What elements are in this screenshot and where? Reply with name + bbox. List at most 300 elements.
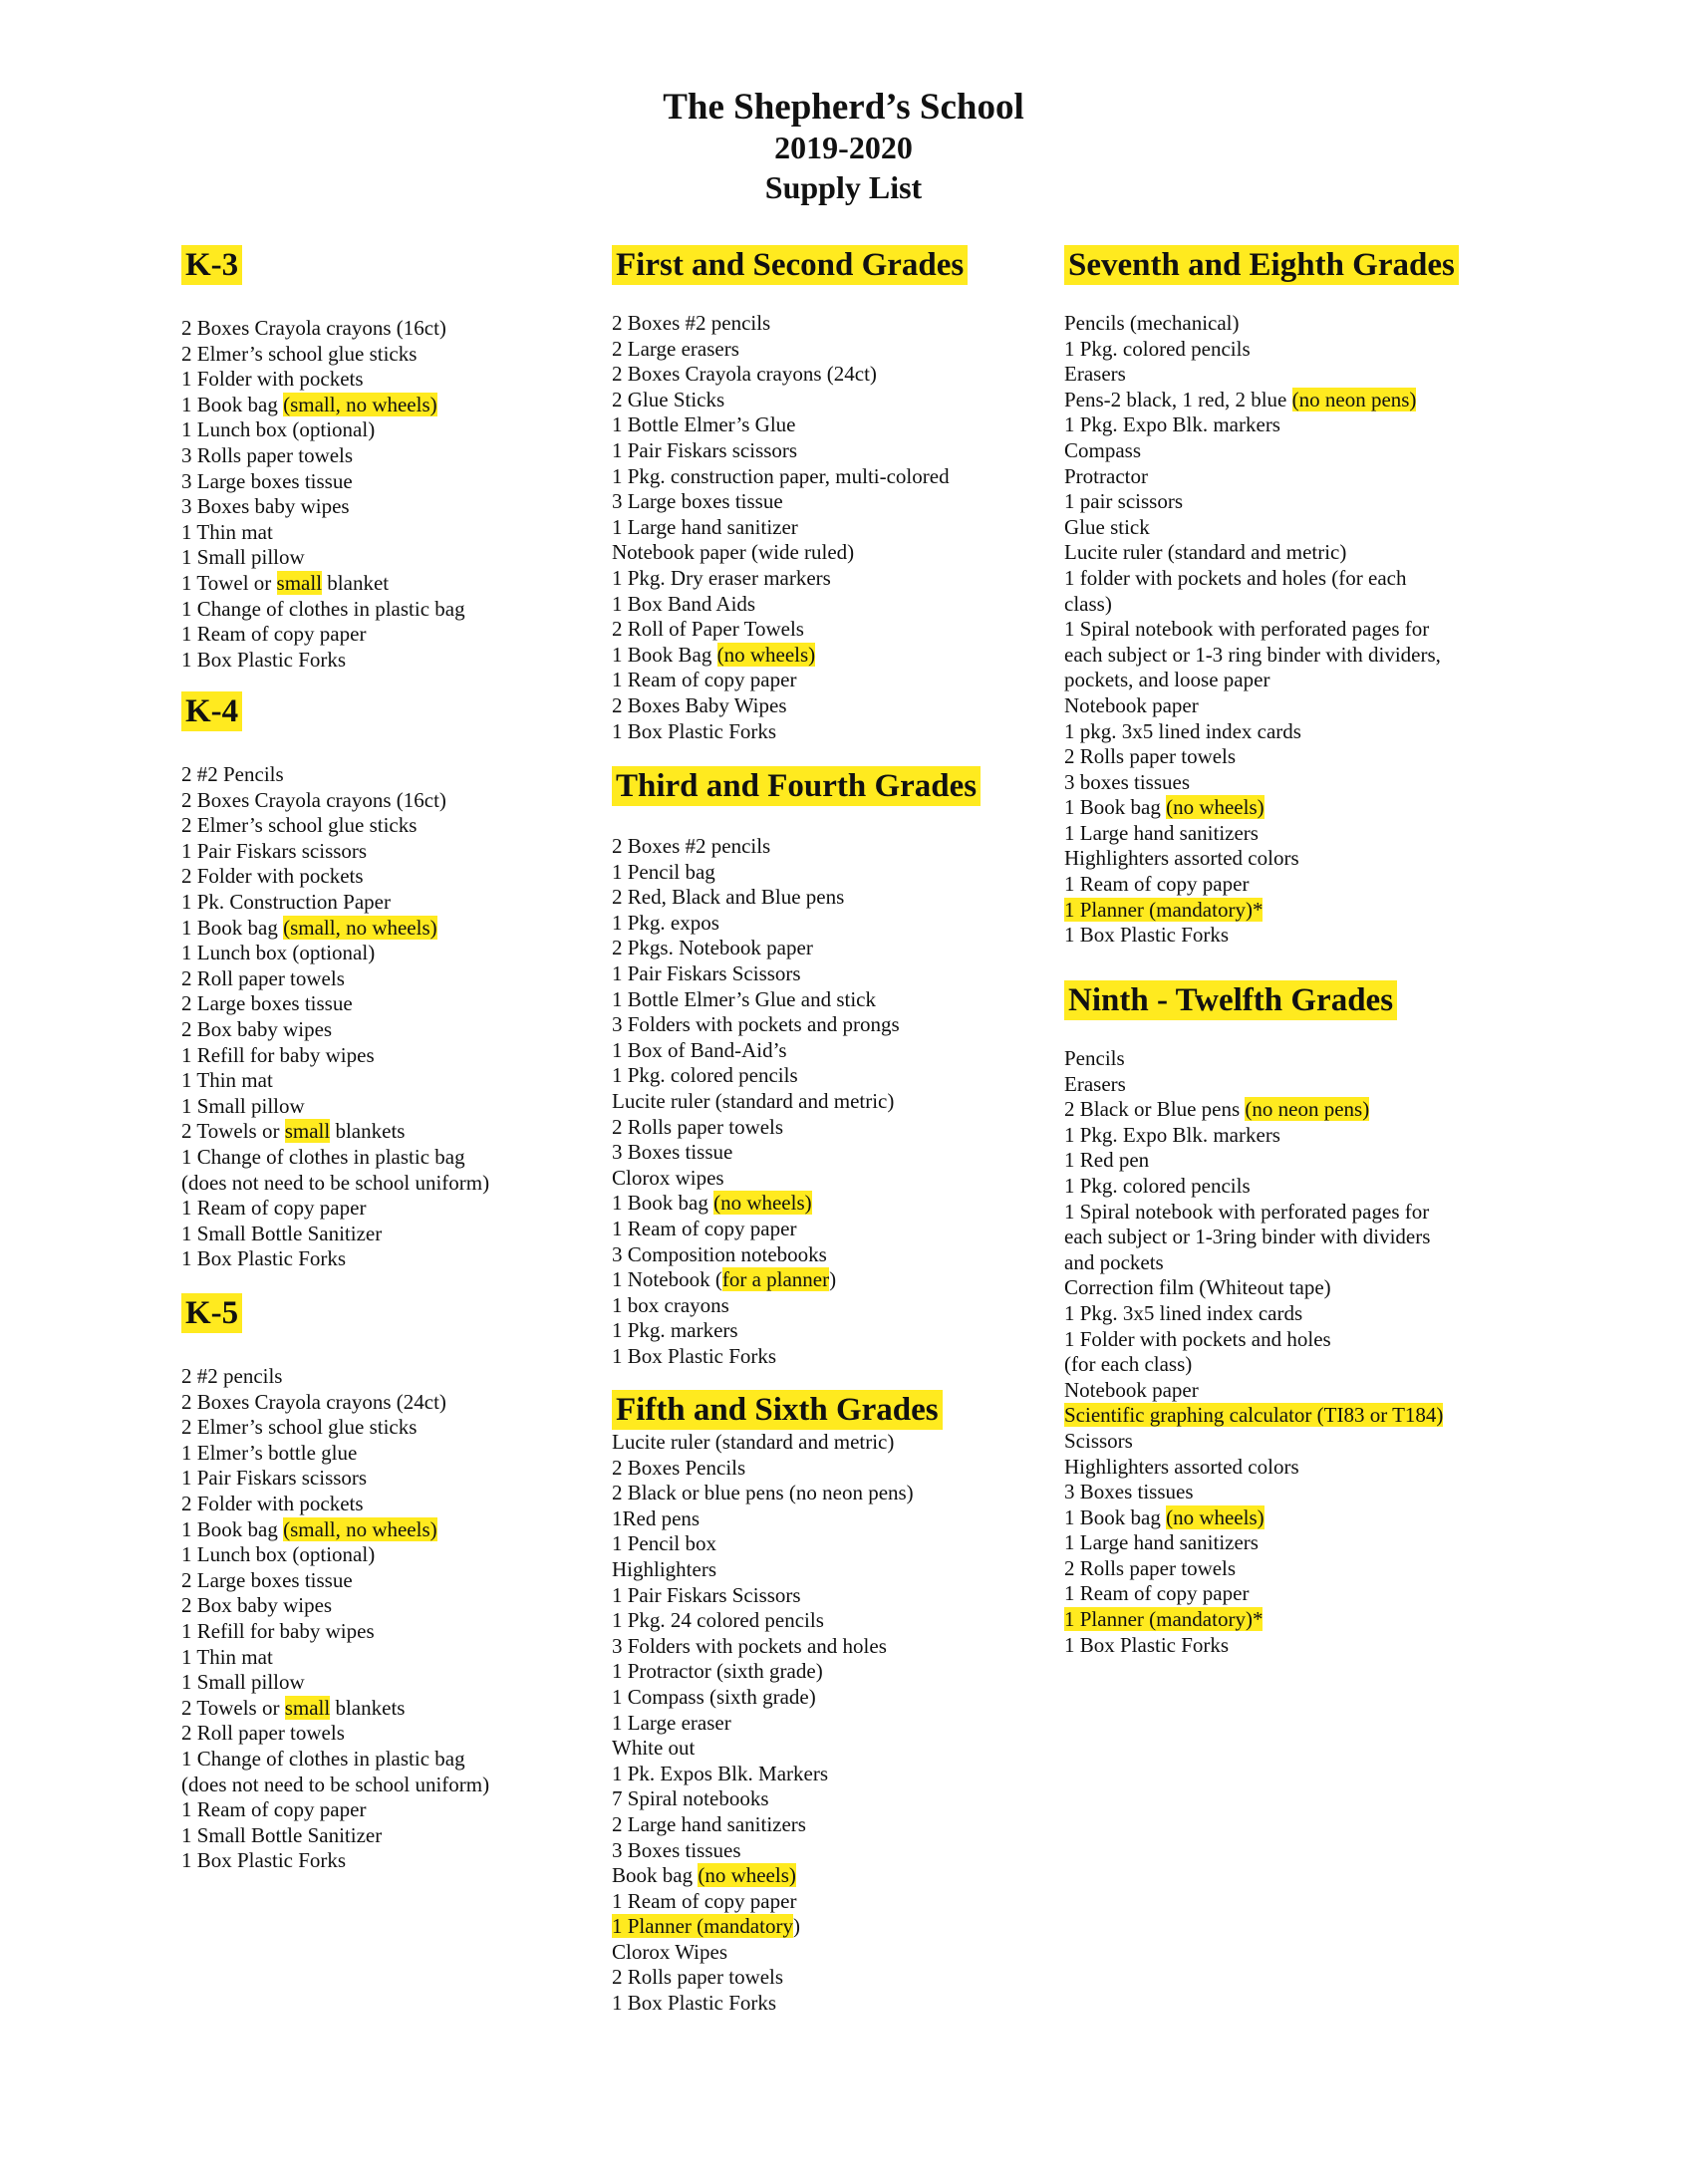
list-item	[1064, 846, 1459, 872]
list-item	[612, 834, 981, 860]
item-text: 1 Pkg. markers	[612, 1318, 738, 1343]
list-item	[181, 648, 465, 674]
item-text: 1 Book bag	[181, 392, 284, 416]
item-text: 1 Pkg. Expo Blk. markers	[1064, 1122, 1280, 1147]
list-item	[1064, 566, 1459, 592]
list-item	[1064, 1250, 1443, 1276]
list-item	[612, 936, 981, 961]
item-text: 2 Folder with pockets	[181, 1491, 364, 1515]
item-highlight: 1 Planner (mandatory	[612, 1914, 793, 1939]
item-text: 2 Boxes #2 pencils	[612, 834, 771, 858]
item-text: 1 Pair Fiskars Scissors	[612, 960, 801, 985]
list-item	[181, 966, 489, 992]
item-text: 1 Ream of copy paper	[612, 1216, 797, 1240]
item-text: 1 Pkg. colored pencils	[612, 1063, 798, 1088]
item-text: pockets, and loose paper	[1064, 668, 1270, 692]
item-text: 1 Pkg. colored pencils	[1064, 336, 1251, 361]
list-item	[181, 571, 465, 597]
list-item	[181, 813, 489, 839]
item-text: White out	[612, 1736, 696, 1761]
list-item	[1064, 1174, 1443, 1200]
item-text: 1 Small pillow	[181, 1093, 305, 1118]
list-item	[612, 1506, 943, 1532]
item-text: 3 Folders with pockets and holes	[612, 1633, 887, 1658]
list-item	[612, 362, 968, 388]
list-item	[181, 1390, 489, 1416]
list-subtitle: Supply List	[764, 169, 923, 205]
list-item	[612, 337, 968, 363]
item-text: 1 Ream of copy paper	[181, 1196, 367, 1221]
item-text: Clorox Wipes	[612, 1939, 728, 1964]
list-item	[612, 1217, 981, 1242]
list-item	[612, 311, 968, 337]
section-seventh-eighth	[1064, 245, 1459, 949]
list-item	[181, 1043, 489, 1069]
item-text: 1 Box of Band-Aid’s	[612, 1037, 787, 1062]
item-text: 2 Large boxes tissue	[181, 991, 353, 1016]
list-item	[612, 1430, 943, 1456]
item-highlight: 1 Planner (mandatory)*	[1064, 897, 1264, 922]
list-item	[1064, 1072, 1443, 1098]
list-item	[181, 545, 465, 571]
item-text: 1 Pair Fiskars scissors	[181, 1466, 368, 1491]
list-item	[181, 1119, 489, 1145]
list-item	[612, 1608, 943, 1634]
item-highlight: (no wheels)	[716, 642, 816, 667]
document-title	[0, 88, 1687, 207]
item-text: 1 Folder with pockets	[181, 367, 364, 392]
list-item	[181, 1696, 489, 1722]
item-text: 2 Towels or	[181, 1695, 285, 1720]
item-text: 1 Elmer’s bottle glue	[181, 1440, 358, 1465]
item-text: 1 Spiral notebook with perforated pages for	[1064, 1199, 1430, 1224]
item-text: and pockets	[1064, 1249, 1164, 1274]
item-text: 1Red pens	[612, 1505, 701, 1530]
item-text-after: )	[792, 1914, 800, 1939]
item-text: 2 Roll paper towels	[181, 1721, 345, 1746]
item-text: 7 Spiral notebooks	[612, 1786, 769, 1811]
list-item	[1064, 898, 1459, 924]
list-item	[181, 1466, 489, 1492]
item-text: 1 Small Bottle Sanitizer	[181, 1221, 383, 1245]
list-item	[181, 1196, 489, 1222]
section-heading: K-5	[181, 1293, 242, 1333]
list-item	[612, 1991, 943, 2017]
item-text: 3 Boxes tissues	[612, 1837, 741, 1862]
item-text: Notebook paper	[1064, 1377, 1199, 1402]
section-heading: First and Second Grades	[612, 245, 968, 285]
item-text: 2 Glue Sticks	[612, 387, 725, 411]
list-item	[612, 1685, 943, 1711]
section-heading: Ninth - Twelfth Grades	[1064, 980, 1397, 1020]
item-text: 1 Box Band Aids	[612, 591, 756, 616]
list-item	[1064, 1556, 1443, 1582]
item-text: 1 Pkg. 3x5 lined index cards	[1064, 1300, 1303, 1325]
item-text: 2 Boxes Crayola crayons (24ct)	[181, 1389, 446, 1414]
supply-list	[1064, 1046, 1443, 1658]
item-text: 1 Bottle Elmer’s Glue and stick	[612, 986, 876, 1011]
item-text: 1 Change of clothes in plastic bag	[181, 1144, 465, 1169]
list-item	[1064, 1403, 1443, 1429]
item-text: 1 Book Bag	[612, 642, 717, 667]
list-item	[181, 839, 489, 865]
item-text: 1 Towel or	[181, 570, 277, 595]
item-text: 2 Rolls paper towels	[1064, 1555, 1237, 1580]
supply-list	[612, 1430, 943, 2017]
item-highlight: (no wheels)	[1166, 1504, 1265, 1529]
item-text: 1 Small pillow	[181, 545, 305, 570]
list-item	[181, 864, 489, 890]
item-text: 1 Thin mat	[181, 1644, 273, 1669]
list-item	[612, 1012, 981, 1038]
list-item	[612, 1863, 943, 1889]
list-item	[1064, 770, 1459, 796]
list-item	[181, 1823, 489, 1849]
list-item	[612, 1634, 943, 1660]
item-text: 1 Pencil box	[612, 1531, 716, 1556]
item-text: 1 Pkg. colored pencils	[1064, 1173, 1251, 1198]
list-item	[612, 961, 981, 987]
list-item	[1064, 668, 1459, 693]
section-fifth-sixth	[612, 1390, 943, 2017]
item-text: 2 Boxes Pencils	[612, 1455, 746, 1480]
list-item	[1064, 362, 1459, 388]
item-text: 1 Pkg. Dry eraser markers	[612, 565, 831, 590]
list-item	[612, 1481, 943, 1506]
item-text: 3 Boxes baby wipes	[181, 494, 350, 519]
item-text: 1 Box Plastic Forks	[181, 1246, 347, 1271]
item-text: Pencils	[1064, 1046, 1125, 1070]
section-heading: Fifth and Sixth Grades	[612, 1390, 943, 1430]
item-text: 2 Boxes Baby Wipes	[612, 692, 787, 717]
list-item	[612, 1038, 981, 1064]
item-text: (does not need to be school uniform)	[181, 1772, 490, 1796]
list-item	[612, 860, 981, 886]
list-item	[1064, 1123, 1443, 1149]
item-text: 1 Book bag	[612, 1191, 714, 1216]
list-item	[1064, 1429, 1443, 1455]
item-text: Book bag	[612, 1863, 699, 1888]
list-item	[181, 316, 465, 342]
list-item	[1064, 1480, 1443, 1505]
list-item	[181, 1773, 489, 1798]
item-text: Correction film (Whiteout tape)	[1064, 1275, 1331, 1300]
list-item	[1064, 1455, 1443, 1481]
list-item	[1064, 388, 1459, 413]
list-item	[612, 489, 968, 515]
item-text: 2 #2 Pencils	[181, 762, 284, 786]
item-text: 1 Lunch box (optional)	[181, 941, 376, 965]
list-item	[181, 622, 465, 648]
item-text: 1 Large hand sanitizer	[612, 514, 798, 539]
item-text: 1 Box Plastic Forks	[181, 647, 347, 672]
school-name: The Shepherd’s School	[663, 87, 1024, 128]
list-item	[612, 540, 968, 566]
list-item	[181, 1747, 489, 1773]
list-item	[1064, 821, 1459, 847]
list-item	[612, 515, 968, 541]
item-text: 2 Elmer’s school glue sticks	[181, 341, 418, 366]
item-text: 1 Refill for baby wipes	[181, 1618, 375, 1643]
item-text: 1 Change of clothes in plastic bag	[181, 1746, 465, 1771]
item-text: 2 Black or blue pens (no neon pens)	[612, 1481, 914, 1505]
item-text: Compass	[1064, 437, 1142, 462]
item-text: 2 Towels or	[181, 1119, 285, 1144]
item-text: 2 Rolls paper towels	[612, 1965, 784, 1990]
section-k5	[181, 1293, 489, 1874]
list-item	[181, 890, 489, 916]
list-item	[612, 1711, 943, 1737]
list-item	[612, 1762, 943, 1787]
item-highlight: 1 Planner (mandatory)*	[1064, 1607, 1264, 1632]
item-text: 2 Pkgs. Notebook paper	[612, 936, 813, 960]
item-text: 1 Small Bottle Sanitizer	[181, 1822, 383, 1847]
item-highlight: (no wheels)	[713, 1191, 812, 1216]
item-text: 2 Large erasers	[612, 336, 739, 361]
list-item	[1064, 643, 1459, 669]
supply-list	[612, 834, 981, 1369]
item-text: Pencils (mechanical)	[1064, 311, 1240, 335]
list-item	[1064, 592, 1459, 618]
item-text: 1 Pencil bag	[612, 859, 715, 884]
item-text: 3 Composition notebooks	[612, 1241, 827, 1266]
item-text: 1 Book bag	[1064, 795, 1167, 820]
list-item	[181, 1364, 489, 1390]
list-item	[181, 494, 465, 520]
section-third-fourth	[612, 766, 981, 1369]
list-item	[181, 1721, 489, 1747]
item-highlight: Scientific graphing calculator (TI83 or T184)	[1064, 1403, 1444, 1428]
item-text: 1 Refill for baby wipes	[181, 1042, 375, 1067]
item-highlight: (small, no wheels)	[283, 1516, 437, 1541]
list-item	[1064, 489, 1459, 515]
list-item	[612, 592, 968, 618]
item-text: 1 Pair Fiskars scissors	[181, 838, 368, 863]
list-item	[1064, 1327, 1443, 1353]
item-text: 2 Boxes #2 pencils	[612, 311, 771, 335]
list-item	[612, 1456, 943, 1482]
item-text: 1 Box Plastic Forks	[1064, 1632, 1230, 1657]
item-text: 2 Folder with pockets	[181, 864, 364, 889]
list-item	[181, 1145, 489, 1171]
item-text: 2 Box baby wipes	[181, 1593, 333, 1618]
list-item	[181, 1068, 489, 1094]
item-highlight: (no neon pens)	[1245, 1097, 1370, 1122]
item-text: 1 Pk. Construction Paper	[181, 889, 391, 914]
list-item	[612, 987, 981, 1013]
list-item	[181, 1246, 489, 1272]
list-item	[181, 1542, 489, 1568]
list-item	[181, 1094, 489, 1120]
item-text: Lucite ruler (standard and metric)	[612, 1430, 895, 1454]
list-item	[1064, 1505, 1443, 1531]
item-text: Notebook paper	[1064, 692, 1199, 717]
item-text: 2 Rolls paper towels	[1064, 744, 1237, 769]
list-item	[181, 1517, 489, 1543]
item-text: 3 Large boxes tissue	[181, 468, 353, 493]
list-item	[612, 719, 968, 745]
list-item	[1064, 1530, 1443, 1556]
item-text: 2 Boxes Crayola crayons (16ct)	[181, 787, 446, 812]
list-item	[612, 1659, 943, 1685]
item-highlight: (small, no wheels)	[283, 915, 437, 940]
list-item	[181, 597, 465, 623]
item-text: 1 Box Plastic Forks	[181, 1848, 347, 1873]
item-text: 1 Ream of copy paper	[1064, 872, 1250, 897]
item-text: Highlighters	[612, 1556, 716, 1581]
item-text: 1 Pkg. Expo Blk. markers	[1064, 412, 1280, 437]
school-years: 2019-2020	[774, 130, 913, 165]
item-text: 1 Ream of copy paper	[1064, 1581, 1250, 1606]
item-text: each subject or 1-3ring binder with dividers	[1064, 1225, 1431, 1249]
list-item	[612, 1191, 981, 1217]
list-item	[1064, 1301, 1443, 1327]
list-item	[181, 1415, 489, 1441]
list-item	[612, 668, 968, 693]
list-item	[181, 916, 489, 942]
section-heading: K-4	[181, 691, 242, 731]
list-item	[181, 1797, 489, 1823]
list-item	[181, 1222, 489, 1247]
section-ninth-twelfth	[1064, 980, 1443, 1658]
list-item	[612, 693, 968, 719]
list-item	[612, 438, 968, 464]
item-text: 2 Red, Black and Blue pens	[612, 885, 845, 910]
item-text: 1 Pair Fiskars Scissors	[612, 1582, 801, 1607]
item-text: 1 Book bag	[1064, 1504, 1167, 1529]
item-text: 3 Boxes tissues	[1064, 1480, 1194, 1504]
list-item	[1064, 1225, 1443, 1250]
item-highlight: for a planner	[721, 1267, 830, 1292]
item-text: 1 Notebook (	[612, 1267, 722, 1292]
list-item	[181, 1171, 489, 1197]
item-highlight: (no wheels)	[1166, 795, 1265, 820]
section-first-second	[612, 245, 968, 744]
list-item	[612, 1583, 943, 1609]
list-item	[181, 941, 489, 966]
list-item	[181, 788, 489, 814]
item-text: Erasers	[1064, 362, 1126, 387]
list-item	[612, 1940, 943, 1966]
item-text: 1 box crayons	[612, 1292, 729, 1317]
list-item	[612, 1557, 943, 1583]
item-text: 2 Roll of Paper Towels	[612, 617, 804, 642]
item-text: 1 Pair Fiskars scissors	[612, 437, 798, 462]
item-text-after: blankets	[330, 1119, 406, 1144]
item-text: Scissors	[1064, 1428, 1133, 1453]
list-item	[181, 443, 465, 469]
list-item	[1064, 617, 1459, 643]
list-item	[612, 1889, 943, 1915]
list-item	[612, 1140, 981, 1166]
list-item	[1064, 1275, 1443, 1301]
item-text: 1 pkg. 3x5 lined index cards	[1064, 718, 1301, 743]
supply-list	[181, 316, 465, 673]
list-item	[1064, 1633, 1443, 1659]
list-item	[181, 1593, 489, 1619]
item-text: 2 Boxes Crayola crayons (24ct)	[612, 362, 877, 387]
list-item	[181, 1017, 489, 1043]
list-item	[612, 1736, 943, 1762]
item-highlight: small	[284, 1695, 331, 1720]
list-item	[612, 1344, 981, 1370]
item-text: 1 Ream of copy paper	[612, 668, 797, 692]
item-text: Lucite ruler (standard and metric)	[1064, 540, 1347, 565]
list-item	[1064, 719, 1459, 745]
list-item	[1064, 744, 1459, 770]
item-text: 1 Compass (sixth grade)	[612, 1684, 816, 1709]
list-item	[612, 412, 968, 438]
section-k3	[181, 245, 465, 673]
list-item	[1064, 1097, 1443, 1123]
item-text: 1 Pkg. expos	[612, 910, 719, 935]
item-text: 2 Elmer’s school glue sticks	[181, 1415, 418, 1440]
list-item	[181, 1848, 489, 1874]
item-text: 1 Thin mat	[181, 519, 273, 544]
item-text: 1 Protractor (sixth grade)	[612, 1659, 823, 1684]
list-item	[612, 911, 981, 937]
item-text: 2 Elmer’s school glue sticks	[181, 813, 418, 838]
item-text: 1 Folder with pockets and holes	[1064, 1326, 1331, 1351]
item-text: 1 Change of clothes in plastic bag	[181, 596, 465, 621]
list-item	[1064, 438, 1459, 464]
item-text: 1 Pk. Expos Blk. Markers	[612, 1761, 828, 1785]
list-item	[1064, 540, 1459, 566]
item-text: 3 Folders with pockets and prongs	[612, 1012, 900, 1037]
item-text: 3 Boxes tissue	[612, 1140, 733, 1165]
item-text: 1 Red pen	[1064, 1148, 1150, 1173]
item-text: 2 Large hand sanitizers	[612, 1811, 806, 1836]
item-text-after: blankets	[330, 1695, 406, 1720]
list-item	[181, 1441, 489, 1467]
list-item	[1064, 311, 1459, 337]
item-text: 1 Ream of copy paper	[612, 1888, 797, 1913]
item-text: Protractor	[1064, 463, 1148, 488]
item-text: 2 Large boxes tissue	[181, 1567, 353, 1592]
list-item	[612, 1838, 943, 1864]
item-text: 1 Ream of copy paper	[181, 1797, 367, 1822]
item-text: 3 Rolls paper towels	[181, 442, 354, 467]
item-text: 1 Thin mat	[181, 1068, 273, 1093]
item-text: 1 Spiral notebook with perforated pages for	[1064, 617, 1430, 642]
list-item	[181, 342, 465, 368]
list-item	[181, 1568, 489, 1594]
section-heading: K-3	[181, 245, 242, 285]
item-text: Highlighters assorted colors	[1064, 1454, 1299, 1479]
list-item	[1064, 923, 1459, 949]
list-item	[1064, 337, 1459, 363]
list-item	[181, 520, 465, 546]
list-item	[612, 1063, 981, 1089]
list-item	[181, 1645, 489, 1671]
item-text: 1 Small pillow	[181, 1670, 305, 1695]
item-text: 1 Pkg. 24 colored pencils	[612, 1608, 824, 1633]
list-item	[181, 1619, 489, 1645]
item-highlight: (small, no wheels)	[283, 392, 437, 416]
item-highlight: small	[284, 1119, 331, 1144]
list-item	[612, 1914, 943, 1940]
list-item	[181, 991, 489, 1017]
list-item	[1064, 464, 1459, 490]
item-text: 1 Large hand sanitizers	[1064, 1530, 1259, 1555]
supply-list	[181, 1364, 489, 1874]
item-text: 2 Roll paper towels	[181, 965, 345, 990]
item-text: 2 Box baby wipes	[181, 1016, 333, 1041]
list-item	[612, 1089, 981, 1115]
item-text: 1 Box Plastic Forks	[612, 1343, 777, 1368]
list-item	[612, 1812, 943, 1838]
list-item	[181, 1670, 489, 1696]
